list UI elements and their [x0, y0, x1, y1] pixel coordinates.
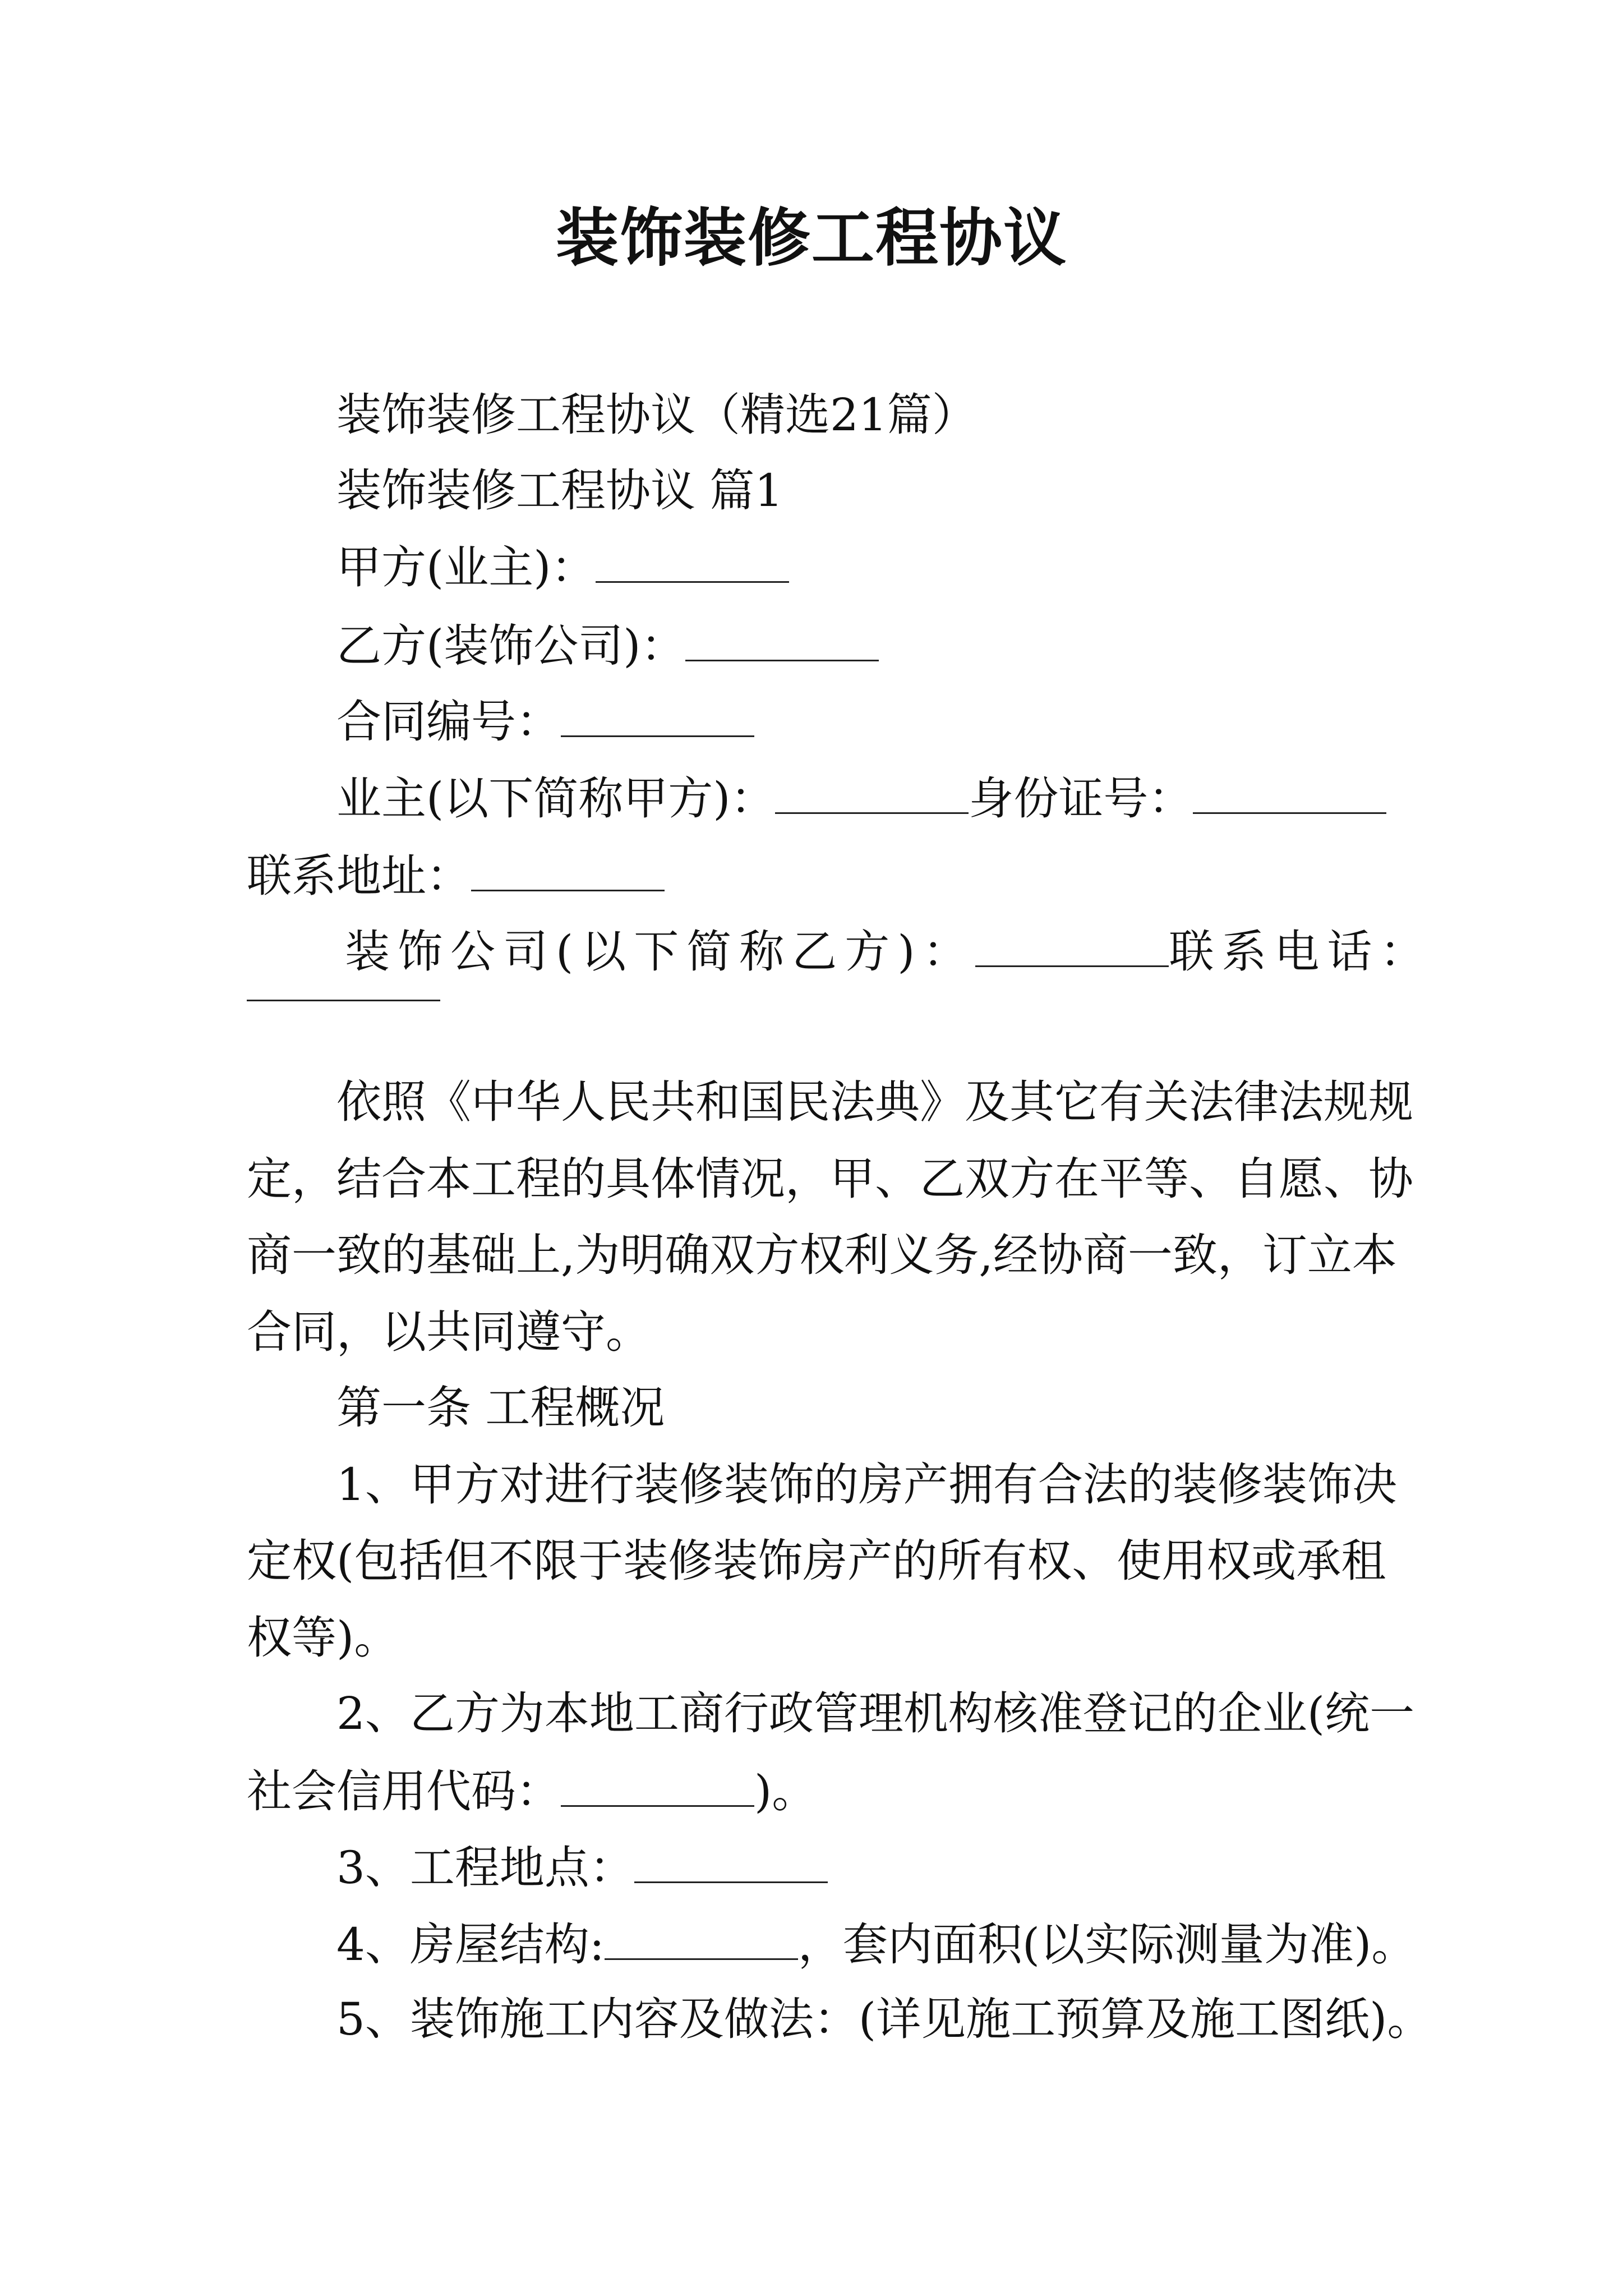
- id-number-blank: [1193, 770, 1386, 814]
- party-b-label: 乙方(装饰公司)：: [336, 620, 686, 672]
- location-blank: [634, 1839, 828, 1883]
- article-heading: [336, 1380, 665, 1436]
- clause-text: 权等)。: [247, 1612, 399, 1664]
- party-a-blank: [596, 539, 789, 583]
- clause-text: 2、乙方为本地工商行政管理机构核准登记的企业(统一: [336, 1687, 1415, 1740]
- contract-number-line: [336, 693, 754, 750]
- credit-code-line: [247, 1763, 817, 1820]
- party-a-line: [336, 539, 789, 596]
- structure-line: [336, 1916, 1416, 1973]
- credit-code-close: )。: [754, 1765, 817, 1818]
- article-heading-text: 第一条 工程概况: [336, 1382, 665, 1434]
- phone-label: 联系电话：: [1169, 926, 1433, 978]
- section-heading-text: 装饰装修工程协议 篇1: [336, 464, 783, 517]
- contract-number-blank: [561, 693, 754, 737]
- address-line: [247, 847, 665, 904]
- clause-text: 定权(包括但不限于装修装饰房产的所有权、使用权或承租: [247, 1535, 1386, 1587]
- paragraph-line: [336, 1074, 1413, 1130]
- clause-line: [336, 1457, 1397, 1513]
- paragraph-text: 商一致的基础上,为明确双方权利义务,经协商一致，订立本: [247, 1229, 1397, 1281]
- company-line: [345, 923, 1432, 980]
- subtitle-line: [336, 387, 977, 443]
- paragraph-text: 合同，以共同遵守。: [247, 1306, 651, 1358]
- party-a-label: 甲方(业主)：: [336, 541, 596, 593]
- clause-line: [247, 1610, 399, 1666]
- owner-blank: [775, 770, 969, 814]
- clause-text: 1、甲方对进行装修装饰的房产拥有合法的装修装饰决: [336, 1458, 1397, 1511]
- address-label: 联系地址：: [247, 850, 471, 902]
- company-blank: [975, 923, 1169, 967]
- subtitle-text: 装饰装修工程协议（精选21篇）: [336, 389, 977, 441]
- clause-line: [336, 1991, 1432, 2047]
- location-label: 3、工程地点：: [336, 1842, 634, 1894]
- clause-text: 5、装饰施工内容及做法：(详见施工预算及施工图纸)。: [336, 1993, 1432, 2045]
- owner-line: [336, 770, 1386, 827]
- paragraph-line: [247, 1151, 1413, 1207]
- area-text: ，套内面积(以实际测量为准)。: [797, 1918, 1417, 1971]
- party-b-blank: [685, 617, 879, 661]
- section-heading: [336, 463, 783, 519]
- paragraph-line: [247, 1304, 651, 1360]
- paragraph-text: 定，结合本工程的具体情况，甲、乙双方在平等、自愿、协: [247, 1153, 1413, 1205]
- id-number-label: 身份证号：: [969, 772, 1193, 825]
- structure-blank: [605, 1916, 798, 1960]
- location-line: [336, 1839, 828, 1896]
- paragraph-text: 依照《中华人民共和国民法典》及其它有关法律法规规: [336, 1076, 1413, 1128]
- clause-line: [336, 1686, 1414, 1742]
- address-blank: [471, 847, 665, 891]
- document-title: 装饰装修工程协议: [556, 201, 1067, 275]
- clause-line: [247, 1533, 1386, 1589]
- contract-number-label: 合同编号：: [336, 696, 561, 748]
- paragraph-line: [247, 1227, 1397, 1283]
- company-label: 装饰公司(以下简称乙方)：: [345, 926, 976, 978]
- structure-label: 4、房屋结构:: [336, 1918, 605, 1971]
- credit-code-label: 社会信用代码：: [247, 1765, 561, 1818]
- credit-code-blank: [561, 1763, 754, 1807]
- phone-blank: [247, 1000, 440, 1001]
- party-b-line: [336, 617, 879, 674]
- owner-label: 业主(以下简称甲方)：: [336, 772, 776, 825]
